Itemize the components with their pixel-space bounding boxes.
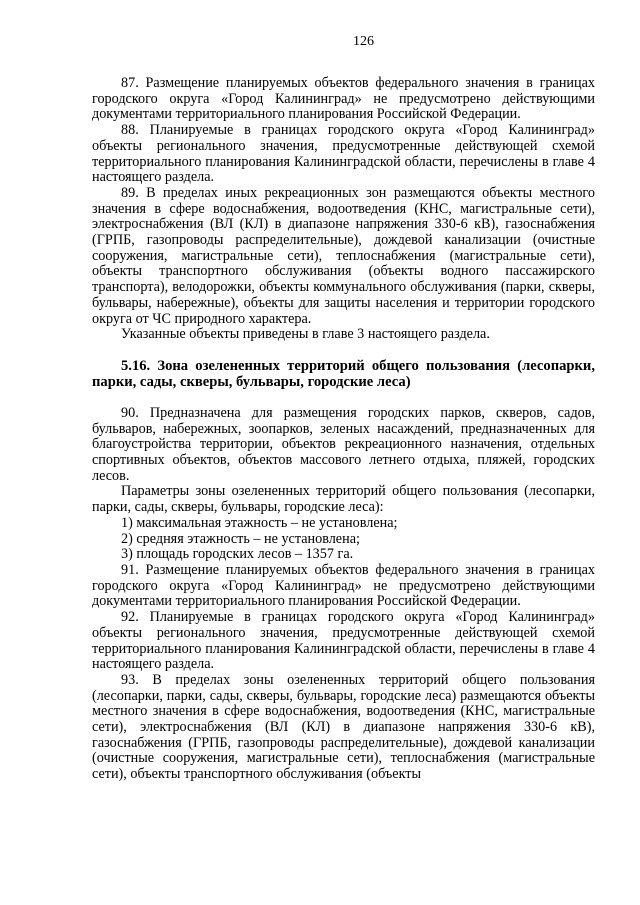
paragraph-87: 87. Размещение планируемых объектов федерального значения в границах городского округа «Город Калининград» не предусмотрено действующими документами территориального планирования Российской Федерации. <box>92 75 595 123</box>
parameters-intro: Параметры зоны озелененных территорий общего пользования (лесопарки, парки, сады, скверы, бульвары, городские леса): <box>92 483 595 516</box>
paragraph-92: 92. Планируемые в границах городского округа «Город Калининград» объекты регионального значения, предусмотренные действующей схемой территориального планирования Калининградской области, перечислены в главе 4 настоящего раздела. <box>92 609 595 673</box>
paragraph-reference-chapter-3: Указанные объекты приведены в главе 3 настоящего раздела. <box>121 326 490 343</box>
paragraph-93: 93. В пределах зоны озелененных территорий общего пользования (лесопарки, парки, сады, скверы, бульвары, городские леса) размещаются объекты местного значения в сфере водоснабжения, водоотведения (КНС, магистральные сети), электроснабжения (ВЛ (КЛ) в диапазоне напряжения 330-6 кВ), газоснабжения (ГРПБ, газопроводы распределительные), дождевой канализации (очистные сооружения, магистральные сети), теплоснабжения (магистральные сети), объекты транспортного обслуживания (объекты <box>92 671 595 783</box>
paragraph-89: 89. В пределах иных рекреационных зон размещаются объекты местного значения в сфере водоснабжения, водоотведения (КНС, магистральные сети), электроснабжения (ВЛ (КЛ) в диапазоне напряжения 330-6 кВ), газоснабжения (ГРПБ, газопроводы распределительные), дождевой канализации (очистные сооружения, магистральные сети), теплоснабжения (магистральные сети), объекты транспортного обслуживания (объекты водного пассажирского транспорта), велодорожки, объекты коммунального обслуживания (парки, скверы, бульвары, набережные), объекты для защиты населения и территории городского округа от ЧС природного характера. <box>92 184 595 327</box>
page-number: 126 <box>353 34 374 49</box>
section-heading: 5.16. Зона озелененных территорий общего пользования (лесопарки, парки, сады, скверы, бульвары, городские леса) <box>92 357 595 390</box>
parameter-item: 3) площадь городских лесов – 1357 га. <box>121 546 354 563</box>
parameter-item: 2) средняя этажность – не установлена; <box>121 530 360 547</box>
paragraph-88: 88. Планируемые в границах городского округа «Город Калининград» объекты регионального значения, предусмотренные действующей схемой территориального планирования Калининградской области, перечислены в главе 4 настоящего раздела. <box>92 122 595 186</box>
parameter-item: 1) максимальная этажность – не установлена; <box>121 514 398 531</box>
paragraph-90: 90. Предназначена для размещения городских парков, скверов, садов, бульваров, набережных, зоопарков, зеленых насаждений, предназначенных для благоустройства территории, объектов рекреационного назначения, отдельных спортивных объектов, объектов массового летнего отдыха, пляжей, городских лесов. <box>92 404 595 484</box>
paragraph-91: 91. Размещение планируемых объектов федерального значения в границах городского округа «Город Калининград» не предусмотрено действующими документами территориального планирования Российской Федерации. <box>92 561 595 610</box>
